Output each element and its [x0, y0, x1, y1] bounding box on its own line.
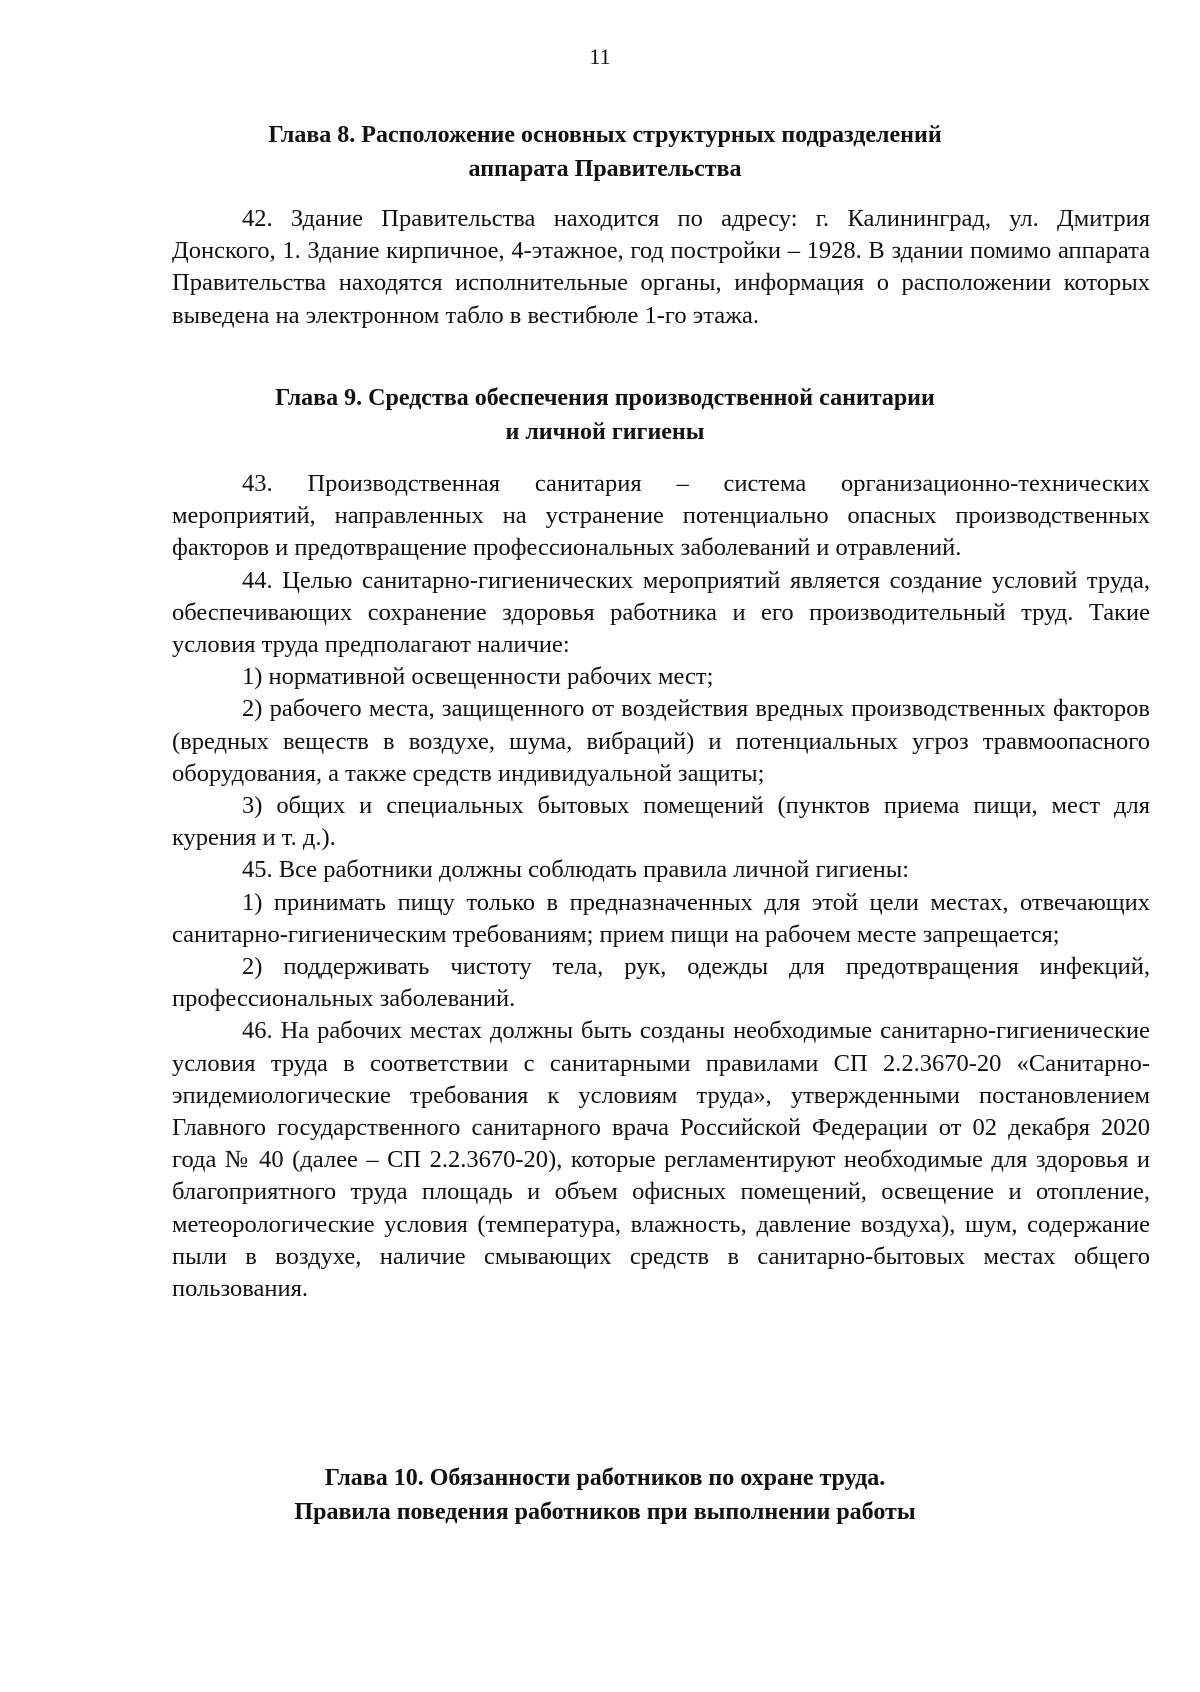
paragraph-44-item-1: 1) нормативной освещенности рабочих мест;	[242, 663, 714, 691]
paragraph-45: 45. Все работники должны соблюдать правила личной гигиены:	[242, 856, 910, 884]
paragraph-45-item-2: 2) поддерживать чистоту тела, рук, одежды для предотвращения инфекций, профессиональных заболеваний.	[172, 953, 1150, 1013]
chapter-10-heading	[160, 1461, 1050, 1529]
paragraph-42: 42. Здание Правительства находится по адресу: г. Калининград, ул. Дмитрия Донского, 1. Здание кирпичное, 4-этажное, год постройки – 1928. В здании помимо аппарата Правительства находятся исполнительные органы, информация о расположении которых выведена на электронном табло в вестибюле 1-го этажа.	[172, 205, 1150, 329]
chapter-8-heading-line-2: аппарата Правительства	[468, 156, 742, 182]
paragraph-44-item-3: 3) общих и специальных бытовых помещений (пунктов приема пищи, мест для курения и т. д.).	[172, 792, 1150, 852]
paragraph-46: 46. На рабочих местах должны быть созданы необходимые санитарно-гигиенические условия труда в соответствии с санитарными правилами СП 2.2.3670-20 «Санитарно-эпидемиологические требования к условиям труда», утвержденными постановлением Главного государственного санитарного врача Российской Федерации от 02 декабря 2020 года № 40 (далее – СП 2.2.3670-20), которые регламентируют необходимые для здоровья и благоприятного труда площадь и объем офисных помещений, освещение и отопление, метеорологические условия (температура, влажность, давление воздуха), шум, содержание пыли в воздухе, наличие смывающих средств в санитарно-бытовых местах общего пользования.	[172, 1017, 1150, 1303]
chapter-9-heading-line-2: и личной гигиены	[505, 419, 705, 445]
paragraph-43: 43. Производственная санитария – система организационно-технических мероприятий, направленных на устранение потенциально опасных производственных факторов и предотвращение профессиональных заболеваний и отравлений.	[172, 470, 1150, 562]
chapter-8-heading	[160, 118, 1050, 186]
chapter-8-heading-line-1: Глава 8. Расположение основных структурных подразделений	[268, 122, 942, 148]
paragraph-45-item-1: 1) принимать пищу только в предназначенных для этой цели местах, отвечающих санитарно-гигиеническим требованиям; прием пищи на рабочем месте запрещается;	[172, 888, 1150, 948]
chapter-9-heading	[160, 381, 1050, 449]
paragraph-44-item-2: 2) рабочего места, защищенного от воздействия вредных производственных факторов (вредных веществ в воздухе, шума, вибраций) и потенциальных угроз травмоопасного оборудования, а также средств индивидуальной защиты;	[172, 695, 1150, 787]
paragraph-44: 44. Целью санитарно-гигиенических мероприятий является создание условий труда, обеспечивающих сохранение здоровья работника и его производительный труд. Такие условия труда предполагают наличие:	[172, 566, 1150, 659]
chapter-10-heading-line-2: Правила поведения работников при выполнении работы	[294, 1499, 916, 1525]
chapter-9-body	[172, 468, 1150, 1305]
chapter-10-heading-line-1: Глава 10. Обязанности работников по охране труда.	[324, 1465, 886, 1491]
page-number: 11	[589, 44, 611, 69]
chapter-8-body	[172, 203, 1150, 332]
chapter-9-heading-line-1: Глава 9. Средства обеспечения производственной санитарии	[275, 385, 935, 411]
